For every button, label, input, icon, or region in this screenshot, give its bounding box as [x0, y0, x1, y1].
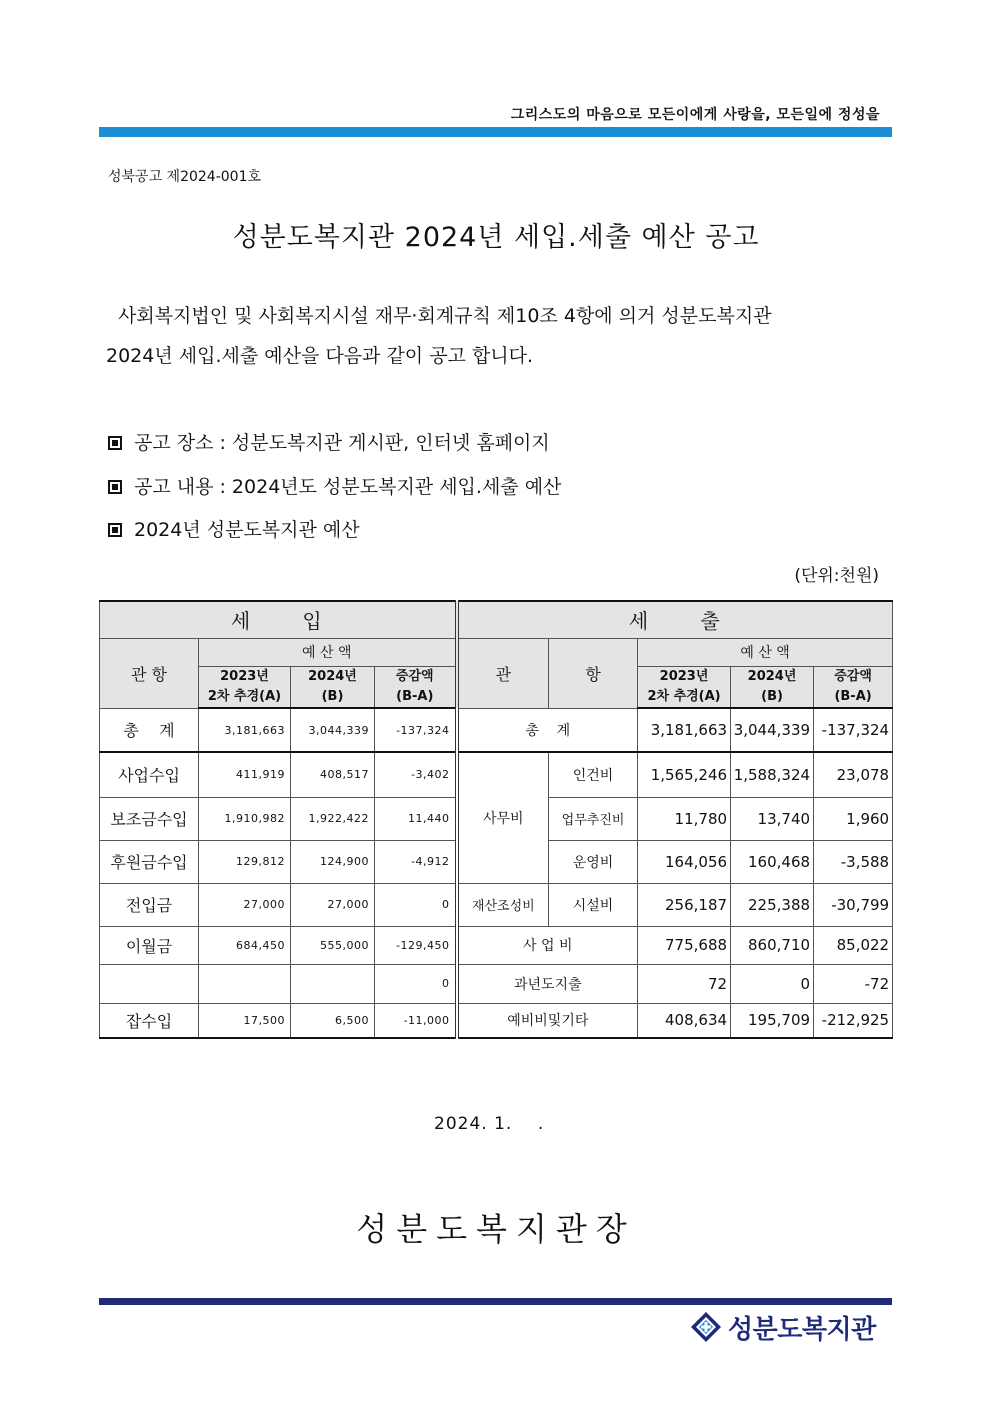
table-row-total [100, 708, 893, 752]
expense-2023: 72 [638, 964, 731, 1003]
unit-label: (단위:천원) [794, 566, 879, 586]
expense-label: 인건비 [549, 752, 638, 797]
income-total-2024: 3,044,339 [291, 708, 375, 752]
income-label: 보조금수입 [100, 797, 199, 840]
expense-diff: -72 [814, 964, 893, 1003]
col-header-expense-2024: 2024년 (B) [731, 666, 814, 708]
expense-total-label: 총 계 [457, 708, 638, 752]
intro-paragraph [106, 296, 886, 376]
expense-2023: 256,187 [638, 883, 731, 926]
income-label: 잡수입 [100, 1003, 199, 1038]
col-header-expense-2023: 2023년 2차 추경(A) [638, 666, 731, 708]
expense-label: 사 업 비 [457, 926, 638, 964]
income-2023: 27,000 [199, 883, 291, 926]
table-row [100, 1003, 893, 1038]
income-diff: 0 [375, 883, 457, 926]
col-header-income-budget: 예 산 액 [199, 638, 457, 666]
expense-label: 과년도지출 [457, 964, 638, 1003]
col-header-expense-budget: 예 산 액 [638, 638, 893, 666]
income-diff: -4,912 [375, 840, 457, 883]
income-label: 이월금 [100, 926, 199, 964]
expense-label: 운영비 [549, 840, 638, 883]
square-bullet-icon [108, 523, 122, 537]
expense-2023: 775,688 [638, 926, 731, 964]
table-row [100, 926, 893, 964]
expense-2024: 0 [731, 964, 814, 1003]
income-2024 [291, 964, 375, 1003]
income-2024: 555,000 [291, 926, 375, 964]
income-header: 세 입 [100, 601, 457, 638]
intro-line-1: 사회복지법인 및 사회복지시설 재무·회계규칙 제10조 4항에 의거 성분도복지관 [118, 305, 772, 327]
bullet-text: 공고 장소 : 성분도복지관 게시판, 인터넷 홈페이지 [134, 432, 550, 454]
announcement-date: 2024. 1. . [434, 1114, 545, 1134]
col-header-gwan: 관 [457, 638, 549, 708]
expense-label: 시설비 [549, 883, 638, 926]
income-2023: 17,500 [199, 1003, 291, 1038]
income-diff: -129,450 [375, 926, 457, 964]
col-header-income-2023: 2023년 2차 추경(A) [199, 666, 291, 708]
document-number: 성북공고 제2024-001호 [108, 169, 261, 185]
cross-diamond-logo-icon [690, 1311, 722, 1343]
income-2024: 408,517 [291, 752, 375, 797]
income-diff: 0 [375, 964, 457, 1003]
table-row [100, 883, 893, 926]
expense-2023: 408,634 [638, 1003, 731, 1038]
expense-gwan-samubi: 사무비 [457, 752, 549, 883]
col-header-hang: 항 [549, 638, 638, 708]
square-bullet-icon [108, 480, 122, 494]
expense-total-diff: -137,324 [814, 708, 893, 752]
expense-diff: 1,960 [814, 797, 893, 840]
table-row [100, 964, 893, 1003]
expense-total-2023: 3,181,663 [638, 708, 731, 752]
expense-2023: 11,780 [638, 797, 731, 840]
expense-header: 세 출 [457, 601, 893, 638]
expense-gwan-jaesan: 재산조성비 [457, 883, 549, 926]
intro-line-2: 2024년 세입.세출 예산을 다음과 같이 공고 합니다. [106, 345, 534, 367]
income-2023: 1,910,982 [199, 797, 291, 840]
bullet-text: 공고 내용 : 2024년도 성분도복지관 세입.세출 예산 [134, 476, 562, 498]
income-label: 사업수입 [100, 752, 199, 797]
expense-2024: 860,710 [731, 926, 814, 964]
income-diff: -3,402 [375, 752, 457, 797]
logo-text: 성분도복지관 [728, 1314, 876, 1345]
organization-logo [690, 1310, 876, 1344]
signature-title: 성분도복지관장 [356, 1210, 636, 1248]
budget-table [99, 600, 893, 1039]
expense-2024: 13,740 [731, 797, 814, 840]
income-2023 [199, 964, 291, 1003]
income-2023: 411,919 [199, 752, 291, 797]
bullet-item-budget [108, 515, 360, 542]
col-header-income-diff: 증감액 (B-A) [375, 666, 457, 708]
income-diff: 11,440 [375, 797, 457, 840]
income-2023: 684,450 [199, 926, 291, 964]
income-2024: 27,000 [291, 883, 375, 926]
top-divider-bar [99, 127, 892, 137]
col-header-expense-diff: 증감액 (B-A) [814, 666, 893, 708]
expense-diff: -30,799 [814, 883, 893, 926]
bullet-item-content [108, 472, 561, 499]
expense-diff: 85,022 [814, 926, 893, 964]
expense-2023: 164,056 [638, 840, 731, 883]
page-title: 성분도복지관 2024년 세입.세출 예산 공고 [232, 222, 760, 253]
income-2023: 129,812 [199, 840, 291, 883]
income-label: 전입금 [100, 883, 199, 926]
income-total-label: 총 계 [100, 708, 199, 752]
income-label [100, 964, 199, 1003]
expense-diff: -212,925 [814, 1003, 893, 1038]
expense-2023: 1,565,246 [638, 752, 731, 797]
col-header-gwan-hang: 관 항 [100, 638, 199, 708]
expense-2024: 1,588,324 [731, 752, 814, 797]
income-2024: 6,500 [291, 1003, 375, 1038]
expense-diff: -3,588 [814, 840, 893, 883]
table-row [100, 752, 893, 797]
expense-2024: 225,388 [731, 883, 814, 926]
header-motto: 그리스도의 마음으로 모든이에게 사랑을, 모든일에 정성을 [510, 107, 880, 123]
square-bullet-icon [108, 436, 122, 450]
income-2024: 1,922,422 [291, 797, 375, 840]
expense-diff: 23,078 [814, 752, 893, 797]
bottom-divider-bar [99, 1298, 892, 1305]
expense-label: 예비비및기타 [457, 1003, 638, 1038]
income-label: 후원금수입 [100, 840, 199, 883]
income-2024: 124,900 [291, 840, 375, 883]
income-total-2023: 3,181,663 [199, 708, 291, 752]
income-total-diff: -137,324 [375, 708, 457, 752]
expense-2024: 195,709 [731, 1003, 814, 1038]
expense-2024: 160,468 [731, 840, 814, 883]
col-header-income-2024: 2024년 (B) [291, 666, 375, 708]
income-diff: -11,000 [375, 1003, 457, 1038]
expense-total-2024: 3,044,339 [731, 708, 814, 752]
bullet-text: 2024년 성분도복지관 예산 [134, 519, 360, 541]
bullet-item-location [108, 428, 550, 455]
expense-label: 업무추진비 [549, 797, 638, 840]
